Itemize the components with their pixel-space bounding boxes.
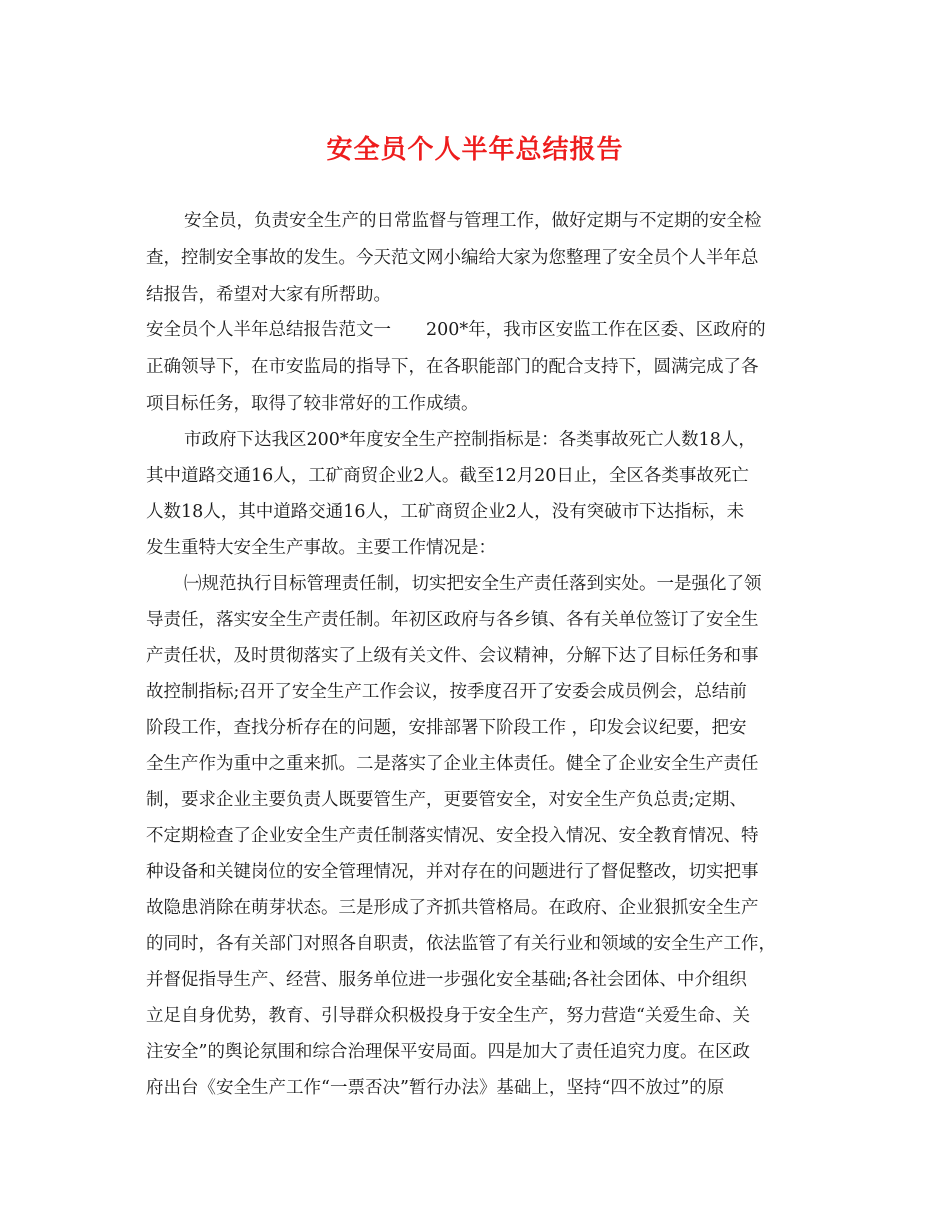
body-line: 项目标任务，取得了较非常好的工作成绩。: [146, 394, 479, 414]
document-title: 安全员个人半年总结报告: [326, 135, 624, 165]
body-line: 正确领导下，在市安监局的指导下，在各职能部门的配合支持下，圆满完成了各: [146, 357, 759, 377]
body-line: 故隐患消除在萌芽状态。三是形成了齐抓共管格局。在政府、企业狠抓安全生产: [146, 898, 759, 918]
body-line: 故控制指标;召开了安全生产工作会议，按季度召开了安委会成员例会，总结前: [146, 682, 747, 702]
body-line: 发生重特大安全生产事故。主要工作情况是：: [146, 538, 496, 558]
body-line: 不定期检查了企业安全生产责任制落实情况、安全投入情况、安全教育情况、特: [146, 826, 759, 846]
body-line: 的同时，各有关部门对照各自职责，依法监管了有关行业和领域的安全生产工作，: [146, 934, 776, 954]
body-line: 安全员个人半年总结报告范文一 200*年，我市区安监工作在区委、区政府的: [146, 320, 766, 340]
body-line: 立足自身优势，教育、引导群众积极投身于安全生产，努力营造“关爱生命、关: [146, 1006, 750, 1026]
body-line: 阶段工作，查找分析存在的问题，安排部署下阶段工作 ，印发会议纪要，把安: [146, 718, 747, 738]
body-line: 其中道路交通16人，工矿商贸企业2人。截至12月20日止，全区各类事故死亡: [146, 466, 749, 486]
body-line: 人数18人，其中道路交通16人，工矿商贸企业2人，没有突破市下达指标，未: [146, 502, 745, 522]
body-line: ㈠规范执行目标管理责任制，切实把安全生产责任落到实处。一是强化了领: [184, 574, 762, 594]
body-line: 注安全”的舆论氛围和综合治理保平安局面。四是加大了责任追究力度。在区政: [146, 1042, 750, 1062]
body-line: 结报告，希望对大家有所帮助。: [146, 285, 391, 305]
body-line: 导责任，落实安全生产责任制。年初区政府与各乡镇、各有关单位签订了安全生: [146, 610, 759, 630]
body-line: 种设备和关键岗位的安全管理情况，并对存在的问题进行了督促整改，切实把事: [146, 862, 759, 882]
body-line: 查，控制安全事故的发生。今天范文网小编给大家为您整理了安全员个人半年总: [146, 248, 759, 268]
body-line: 安全员，负责安全生产的日常监督与管理工作，做好定期与不定期的安全检: [184, 211, 762, 231]
body-line: 全生产作为重中之重来抓。二是落实了企业主体责任。健全了企业安全生产责任: [146, 754, 759, 774]
body-line: 府出台《安全生产工作“一票否决”暂行办法》基础上，坚持“四不放过”的原: [146, 1078, 725, 1098]
body-line: 制，要求企业主要负责人既要管生产，更要管安全，对安全生产负总责;定期、: [146, 790, 747, 810]
body-line: 产责任状，及时贯彻落实了上级有关文件、会议精神，分解下达了目标任务和事: [146, 646, 759, 666]
body-line: 市政府下达我区200*年度安全生产控制指标是：各类事故死亡人数18人，: [184, 430, 756, 450]
body-line: 并督促指导生产、经营、服务单位进一步强化安全基础;各社会团体、中介组织: [146, 970, 747, 990]
